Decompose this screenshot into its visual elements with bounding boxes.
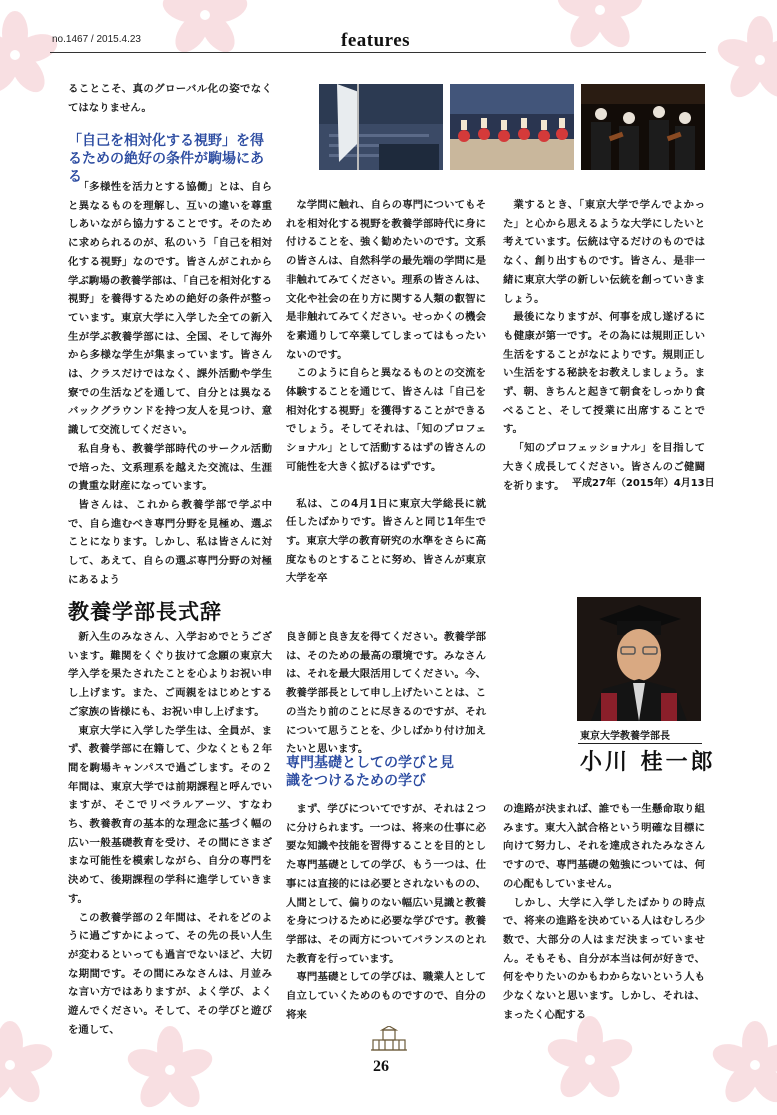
bottom-column-3 [503,800,705,1024]
section-header-title: features [341,30,411,51]
message-date: 平成27年（2015年）4月13日 [572,478,715,489]
top-column-1 [68,178,272,589]
paragraph: 新入生のみなさん、入学おめでとうございます。難関をくぐり抜けて念願の東京大学入学を果たされたことを心よりお祝い申し上げます。また、ご両親をはじめとするご家族の皆様にも、お祝い申し上げます。 [68,631,272,718]
top-column-2 [286,196,486,588]
top-column-3 [503,196,705,495]
dean-portrait [577,597,701,721]
paragraph: 専門基礎としての学びは、職業人として自立していくためのものですので、自分の将来 [286,971,486,1021]
paragraph: 良き師と良き友を得てください。教養学部は、そのための最高の環境です。みなさんは、それを最大限活用してください。今、教養学部長として申し上げたいことは、この当たり前のことに尽きるのですが、それについて思うことを、少しばかり付け加えたいと思います。 [286,631,486,756]
page-number: 26 [373,1058,389,1075]
paragraph: 私は、この4月1日に東京大学総長に就任したばかりです。皆さんと同じ1年生です。東京大学の教育研究の水準をさらに高度なものとすることに努め、皆さんが東京大学を卒 [286,497,486,585]
intro-text: ることこそ、真のグローバル化の姿でなくてはなりません。 [68,83,272,114]
ceremony-photo-cheerleaders [450,84,574,170]
cherry-blossom-decoration [545,1015,635,1105]
paragraph: 「知のプロフェッショナル」を目指して大きく成長してください。皆さんのご健闘を祈ります。 [503,442,705,492]
top-subheading: 「自己を相対化する視野」を得るための絶好の条件が駒場にある [68,133,264,185]
ceremony-photo-orchestra [581,84,705,170]
bottom-column-2a [286,628,486,759]
cherry-blossom-decoration [715,15,777,105]
cherry-blossom-decoration [0,1020,55,1110]
paragraph: しかし、大学に入学したばかりの時点で、将来の進路を決めている人はむしろ少数で、大部分の人はまだ決まっていません。そもそも、自分が本当は何が好きで、何をやりたいのかもわからないという人も少なくないと思います。しかし、それは、まったく心配する [503,896,705,1021]
cherry-blossom-decoration [555,0,645,55]
ceremony-photo-flag [319,84,443,170]
university-building-icon [369,1026,409,1054]
bottom-column-2b [286,800,486,1024]
dean-title: 東京大学教養学部長 [580,731,670,742]
cherry-blossom-decoration [0,10,60,100]
paragraph: 東京大学に入学した学生は、全員が、まず、教養学部に在籍して、少なくとも２年間を駒場キャンパスで過ごします。その２年間は、東京大学では前期課程と呼んでいますが、そこでリベラルアーツ、すなわち、教養教育の基本的な理念に基づく幅の広い一般基礎教育を受け、その間にさまざまな可能性を模索しながら、自分の専門を決めて、後期課程の学科に進学していきます。 [68,724,272,905]
issue-info: no.1467 / 2015.4.23 [52,34,141,45]
section-title: 教養学部長式辞 [68,599,222,624]
paragraph: 最後になりますが、何事を成し遂げるにも健康が第一です。その為には規則正しい生活をすることがなによりです。規則正しい生活をする秘訣をお教えしましょう。まず、朝、きちんと起きて朝食をしっかり食べること、そして授業に出席することです。 [503,311,705,436]
paragraph: な学問に触れ、自らの専門についてもそれを相対化する視野を教養学部時代に身に付けることを、強く勧めたいのです。文系の皆さんは、自然科学の最先端の学問に是非触れてみてください。理系の皆さんは、文化や社会の在り方に関する人類の叡智に是非触れてみてください。せっかくの機会を素通りして卒業してしまってはもったいないのです。 [286,199,486,361]
header-rule [50,52,706,53]
bottom-column-1 [68,628,272,1039]
paragraph: 私自身も、教養学部時代のサークル活動で培った、文系理系を越えた交流は、生涯の貴重な財産になっています。 [68,442,272,493]
paragraph: の進路が決まれば、誰でも一生懸命取り組みます。東大入試合格という明確な目標に向けて努力し、それを達成されたみなさんですので、専門基礎の勉強については、何の心配もしていません。 [503,803,705,890]
paragraph: まず、学びについてですが、それは２つに分けられます。一つは、将来の仕事に必要な知識や技能を習得することを目的とした専門基礎としての学び、もう一つは、仕事には直接的には必要とされないものの、人間として、偏りのない幅広い見識と教養を身につけるために必要な学びです。教養学部は、その両方についてバランスのとれた教育を行っています。 [286,803,486,965]
paragraph: この教養学部の２年間は、それをどのように過ごすかによって、その先の長い人生が変わるといっても過言でないほど、大切な期間です。その間にみなさんは、月並みな言い方ではありますが、よく学び、よく遊んでください。そして、その学びと遊びを通して、 [68,911,272,1036]
paragraph: 「多様性を活力とする協働」とは、自らと異なるものを理解し、互いの違いを尊重しあいながら協力することです。そのために求められるのが、私のいう「自己を相対化する視野」なのです。皆さんがこれから学ぶ駒場の教養学部は、「自己を相対化する視野」を養得するための絶好の条件が整っています。東京大学に入学した全ての新入生が学ぶ教養学部には、全国、そして海外から多様な学生が集まっています。皆さんは、クラスだけではなく、課外活動や学生寮での生活などを通して、自分とは異なるバックグラウンドを持つ友人を見つけ、意識して交流してください。 [68,181,272,437]
paragraph [286,477,486,495]
cherry-blossom-decoration [160,0,250,60]
paragraph: 業するとき、「東京大学で学んでよかった」と心から思えるような大学にしたいと考えています。伝統は守るだけのものではなく、創り出すものです。皆さん、是非一緒に東京大学の新しい伝統を創っていきましょう。 [503,199,705,305]
cherry-blossom-decoration [710,1020,777,1110]
paragraph: 皆さんは、これから教養学部で学ぶ中で、自ら進むべき専門分野を見極め、選ぶことになります。しかし、私は皆さんに対して、あえて、自らの選ぶ専門分野の対極にあるよう [68,498,272,586]
paragraph: このように自らと異なるものとの交流を体験することを通じて、皆さんは「自己を相対化する視野」を獲得することができるでしょう。そしてそれは、「知のプロフェショナル」として活動するはずの皆さんの可能性を大きく拡げるはずです。 [286,367,486,473]
name-rule [578,743,702,744]
dean-name: 小川 桂一郎 [580,749,716,775]
bottom-subheading: 専門基礎としての学びと見識をつけるための学び [286,755,454,789]
